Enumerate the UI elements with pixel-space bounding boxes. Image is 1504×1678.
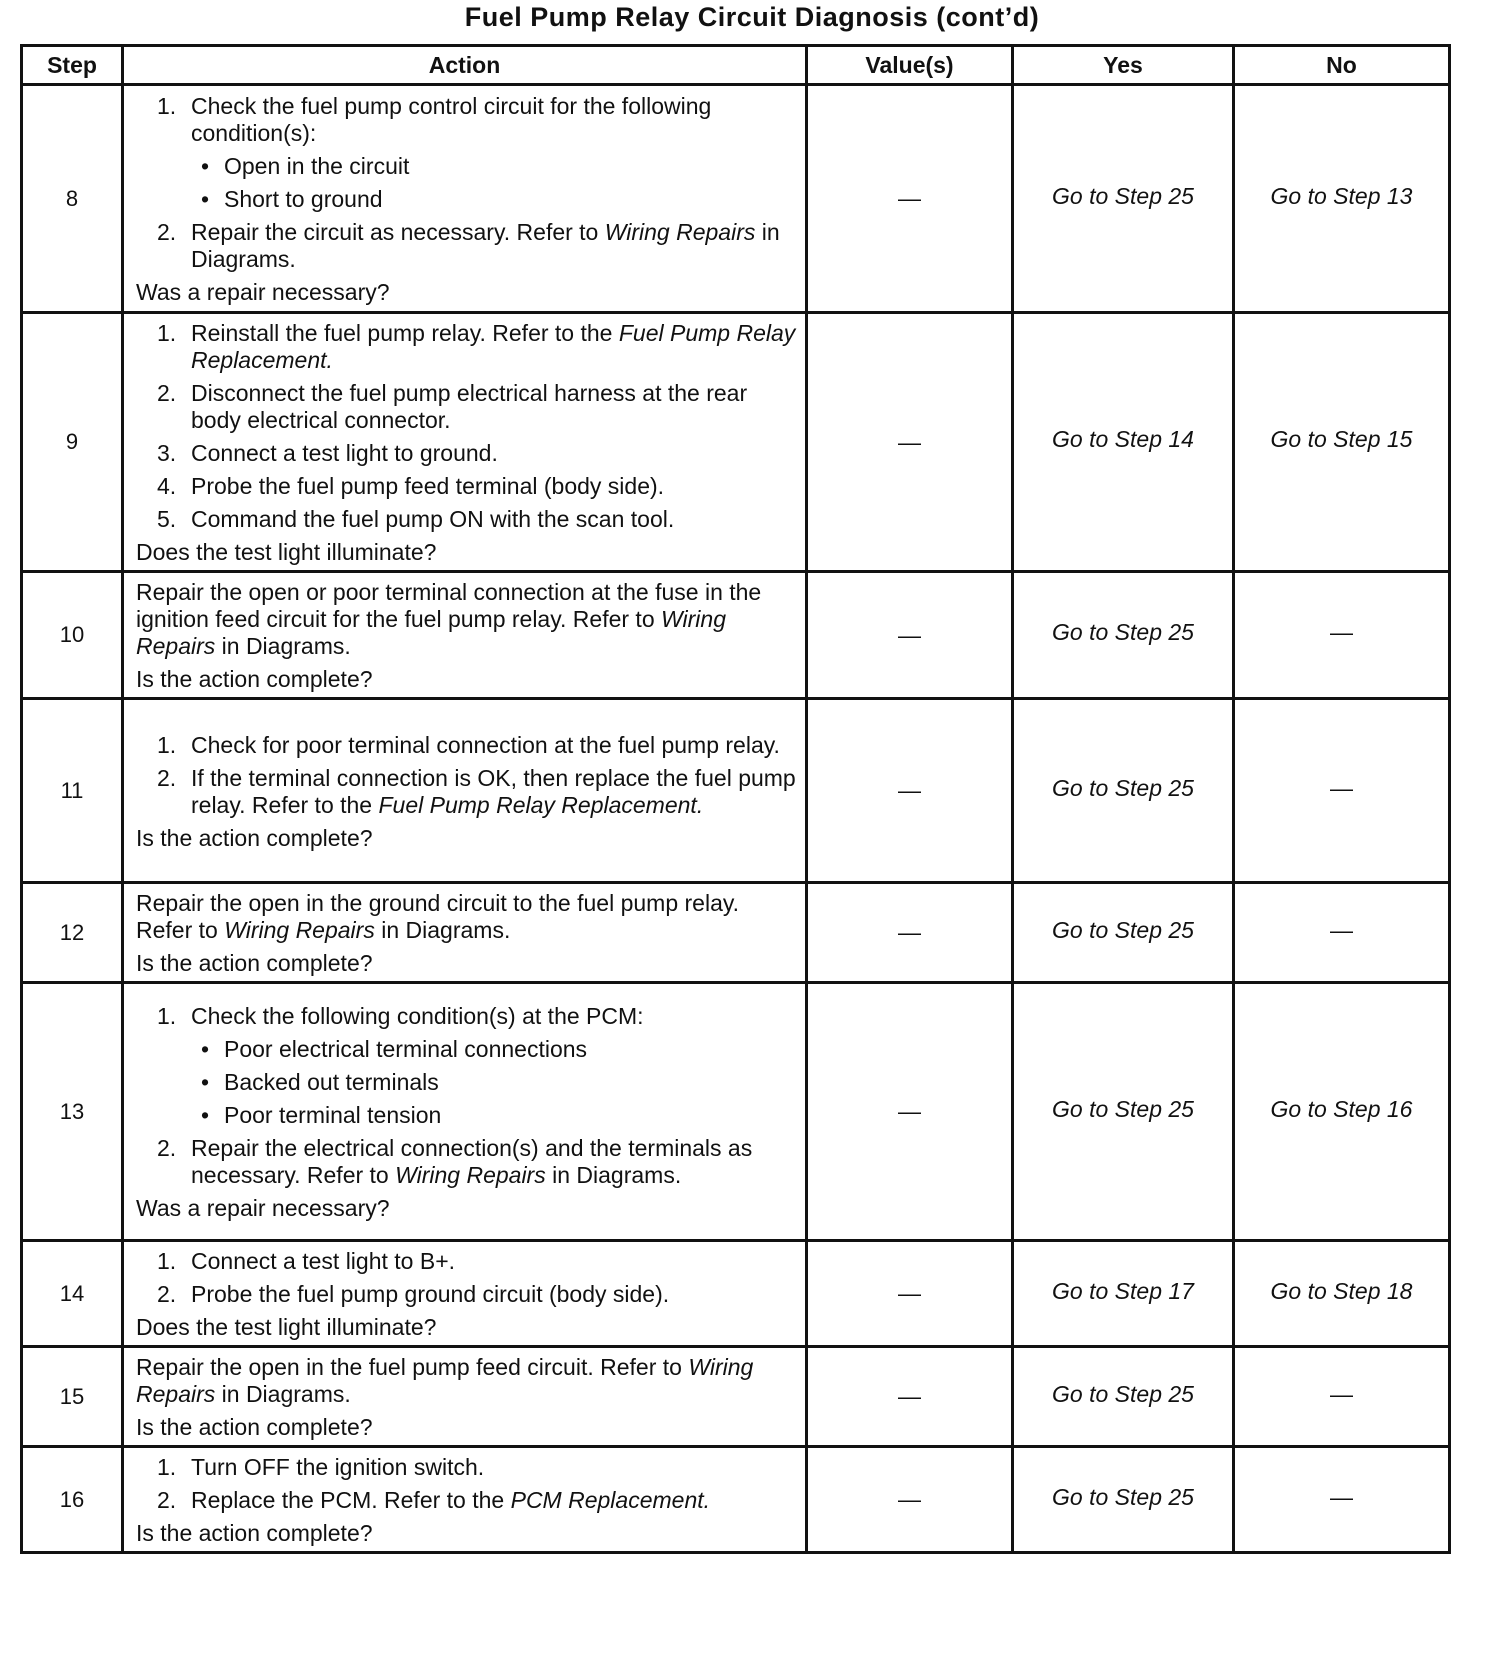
no-result: —	[1234, 883, 1450, 983]
table-row	[22, 983, 1450, 1241]
action-cell	[123, 1447, 807, 1553]
step-text	[191, 320, 795, 373]
condition-item: • Short to ground	[191, 186, 797, 213]
action-steps-list	[136, 1003, 797, 1189]
no-result: —	[1234, 1347, 1450, 1447]
column-header-step: Step	[22, 46, 123, 85]
action-cell	[123, 85, 807, 313]
text-run: Replace the PCM. Refer to the	[191, 1487, 511, 1513]
reference-text: Wiring Repairs	[136, 1354, 754, 1407]
step-index: 1.	[157, 320, 177, 346]
action-cell	[123, 572, 807, 699]
value-cell: —	[807, 85, 1013, 313]
action-question: Is the action complete?	[136, 824, 373, 851]
step-index: 1.	[157, 1248, 177, 1274]
yes-result: Go to Step 25	[1013, 1447, 1234, 1553]
step-number: 15	[22, 1347, 123, 1447]
text-run: If the terminal connection is OK, then replace the fuel pump relay. Refer to the	[191, 764, 796, 818]
step-number: 8	[22, 85, 123, 313]
table-header-row	[22, 46, 1450, 85]
text-run: Disconnect the fuel pump electrical harness at the rear body electrical connector.	[191, 380, 748, 433]
step-index: 2.	[157, 1135, 177, 1161]
action-step	[136, 1454, 797, 1481]
action-paragraph	[136, 1354, 797, 1408]
yes-result: Go to Step 17	[1013, 1241, 1234, 1347]
step-number: 10	[22, 572, 123, 699]
step-number: 11	[22, 699, 123, 883]
action-cell	[123, 883, 807, 983]
reference-text: Wiring Repairs	[224, 917, 375, 943]
step-text	[191, 732, 780, 758]
condition-list	[191, 153, 797, 213]
action-steps-list	[136, 93, 797, 273]
action-step	[136, 320, 797, 374]
step-index: 2.	[157, 219, 177, 245]
action-cell	[123, 699, 807, 883]
action-step	[136, 765, 797, 819]
reference-text: Wiring Repairs	[395, 1162, 546, 1188]
condition-item: • Poor electrical terminal connections	[191, 1036, 797, 1063]
value-cell: —	[807, 1241, 1013, 1347]
action-step	[136, 506, 797, 533]
action-step	[136, 732, 797, 759]
step-index: 2.	[157, 380, 177, 406]
value-cell: —	[807, 883, 1013, 983]
action-cell	[123, 1241, 807, 1347]
table-row	[22, 699, 1450, 883]
condition-list	[191, 1036, 797, 1129]
step-index: 1.	[157, 1454, 177, 1480]
step-index: 2.	[157, 764, 177, 791]
step-number: 13	[22, 983, 123, 1241]
step-text	[191, 1454, 484, 1480]
text-run: in Diagrams.	[374, 917, 511, 943]
step-index: 3.	[157, 440, 177, 466]
step-text	[191, 765, 796, 818]
text-run: Turn OFF the ignition switch.	[191, 1454, 485, 1480]
step-number: 9	[22, 313, 123, 572]
step-index: 2.	[157, 1281, 177, 1307]
step-number: 14	[22, 1241, 123, 1347]
action-step	[136, 93, 797, 213]
text-run: in Diagrams.	[215, 1381, 351, 1407]
reference-text: Fuel Pump Relay Replacement.	[378, 791, 704, 818]
action-question: Is the action complete?	[136, 1520, 373, 1546]
column-header-action: Action	[123, 46, 807, 85]
value-cell: —	[807, 983, 1013, 1241]
yes-result: Go to Step 25	[1013, 572, 1234, 699]
action-paragraph	[136, 579, 797, 660]
text-run: Check the fuel pump control circuit for the following condition(s):	[191, 93, 712, 146]
text-run: Repair the open in the ground circuit to the fuel pump relay. Refer to	[136, 890, 740, 943]
text-run: Repair the electrical connection(s) and the terminals as necessary. Refer to	[191, 1135, 753, 1188]
value-cell: —	[807, 313, 1013, 572]
step-text	[191, 1003, 644, 1029]
text-run: Connect a test light to B+.	[191, 1248, 456, 1274]
value-cell: —	[807, 1347, 1013, 1447]
action-step	[136, 473, 797, 500]
step-index: 2.	[157, 1487, 177, 1513]
no-result: Go to Step 13	[1234, 85, 1450, 313]
table-row	[22, 1241, 1450, 1347]
yes-result: Go to Step 25	[1013, 983, 1234, 1241]
text-run: Check the following condition(s) at the PCM:	[191, 1003, 644, 1029]
step-text	[191, 506, 674, 532]
text-run: in Diagrams.	[191, 219, 780, 272]
text-run: in Diagrams.	[545, 1162, 682, 1188]
step-index: 1.	[157, 731, 177, 758]
action-question: Does the test light illuminate?	[136, 539, 437, 565]
condition-item: • Open in the circuit	[191, 153, 797, 180]
condition-item: • Poor terminal tension	[191, 1102, 797, 1129]
table-row	[22, 313, 1450, 572]
text-run: Reinstall the fuel pump relay. Refer to the	[191, 320, 619, 346]
yes-result: Go to Step 25	[1013, 883, 1234, 983]
action-step	[136, 1135, 797, 1189]
action-step	[136, 219, 797, 273]
table-body	[22, 85, 1450, 1553]
table-row	[22, 572, 1450, 699]
no-result: —	[1234, 1447, 1450, 1553]
step-text	[191, 1135, 752, 1188]
reference-text: Fuel Pump Relay Replacement.	[191, 320, 796, 373]
action-question: Was a repair necessary?	[136, 279, 390, 305]
action-steps-list	[136, 1248, 797, 1308]
no-result: Go to Step 18	[1234, 1241, 1450, 1347]
step-number: 12	[22, 883, 123, 983]
text-run: in Diagrams.	[215, 633, 351, 659]
table-row	[22, 1347, 1450, 1447]
value-cell: —	[807, 1447, 1013, 1553]
text-run: Probe the fuel pump feed terminal (body side).	[191, 473, 665, 499]
text-run: Repair the circuit as necessary. Refer to	[191, 219, 605, 245]
no-result: Go to Step 16	[1234, 983, 1450, 1241]
action-step	[136, 380, 797, 434]
text-run: Check for poor terminal connection at the fuel pump relay.	[191, 731, 780, 758]
action-step	[136, 1281, 797, 1308]
reference-text: Wiring Repairs	[136, 606, 726, 659]
value-cell: —	[807, 572, 1013, 699]
step-number: 16	[22, 1447, 123, 1553]
no-result: —	[1234, 572, 1450, 699]
action-question: Is the action complete?	[136, 950, 373, 976]
text-run: Command the fuel pump ON with the scan tool.	[191, 506, 675, 532]
diagnosis-table	[20, 44, 1451, 1554]
reference-text: Wiring Repairs	[604, 219, 756, 245]
step-text	[191, 1248, 455, 1274]
action-steps-list	[136, 1454, 797, 1514]
action-cell	[123, 983, 807, 1241]
table-row	[22, 85, 1450, 313]
reference-text: PCM Replacement.	[510, 1487, 711, 1513]
step-text	[191, 440, 498, 466]
action-question: Does the test light illuminate?	[136, 1314, 437, 1340]
no-result: Go to Step 15	[1234, 313, 1450, 572]
step-index: 4.	[157, 473, 177, 499]
page-title: Fuel Pump Relay Circuit Diagnosis (cont’d)	[464, 2, 1040, 32]
column-header-no: No	[1234, 46, 1450, 85]
table-row	[22, 1447, 1450, 1553]
action-step	[136, 440, 797, 467]
action-step	[136, 1003, 797, 1129]
step-text	[191, 219, 780, 272]
text-run: Repair the open in the fuel pump feed circuit. Refer to	[136, 1354, 689, 1380]
action-question: Is the action complete?	[136, 666, 373, 692]
action-question: Is the action complete?	[136, 1414, 373, 1440]
yes-result: Go to Step 25	[1013, 699, 1234, 883]
step-text	[191, 473, 664, 499]
condition-item: • Backed out terminals	[191, 1069, 797, 1096]
text-run: Probe the fuel pump ground circuit (body side).	[191, 1281, 670, 1307]
yes-result: Go to Step 14	[1013, 313, 1234, 572]
step-index: 5.	[157, 506, 177, 532]
step-text	[191, 1487, 710, 1513]
action-step	[136, 1248, 797, 1275]
step-text	[191, 380, 747, 433]
text-run: Connect a test light to ground.	[191, 440, 498, 466]
value-cell: —	[807, 699, 1013, 883]
step-index: 1.	[157, 1003, 177, 1029]
action-steps-list	[136, 320, 797, 533]
column-header-yes: Yes	[1013, 46, 1234, 85]
step-text	[191, 1281, 669, 1307]
action-paragraph	[136, 890, 797, 944]
action-step	[136, 1487, 797, 1514]
yes-result: Go to Step 25	[1013, 1347, 1234, 1447]
text-run: Repair the open or poor terminal connection at the fuse in the ignition feed circuit for the fuel pump relay. Refer to	[136, 579, 762, 632]
action-cell	[123, 1347, 807, 1447]
action-cell	[123, 313, 807, 572]
step-text	[191, 93, 711, 146]
table-row	[22, 883, 1450, 983]
yes-result: Go to Step 25	[1013, 85, 1234, 313]
action-question: Was a repair necessary?	[136, 1195, 390, 1221]
action-steps-list	[136, 732, 797, 819]
step-index: 1.	[157, 93, 177, 119]
no-result: —	[1234, 699, 1450, 883]
column-header-values: Value(s)	[807, 46, 1013, 85]
